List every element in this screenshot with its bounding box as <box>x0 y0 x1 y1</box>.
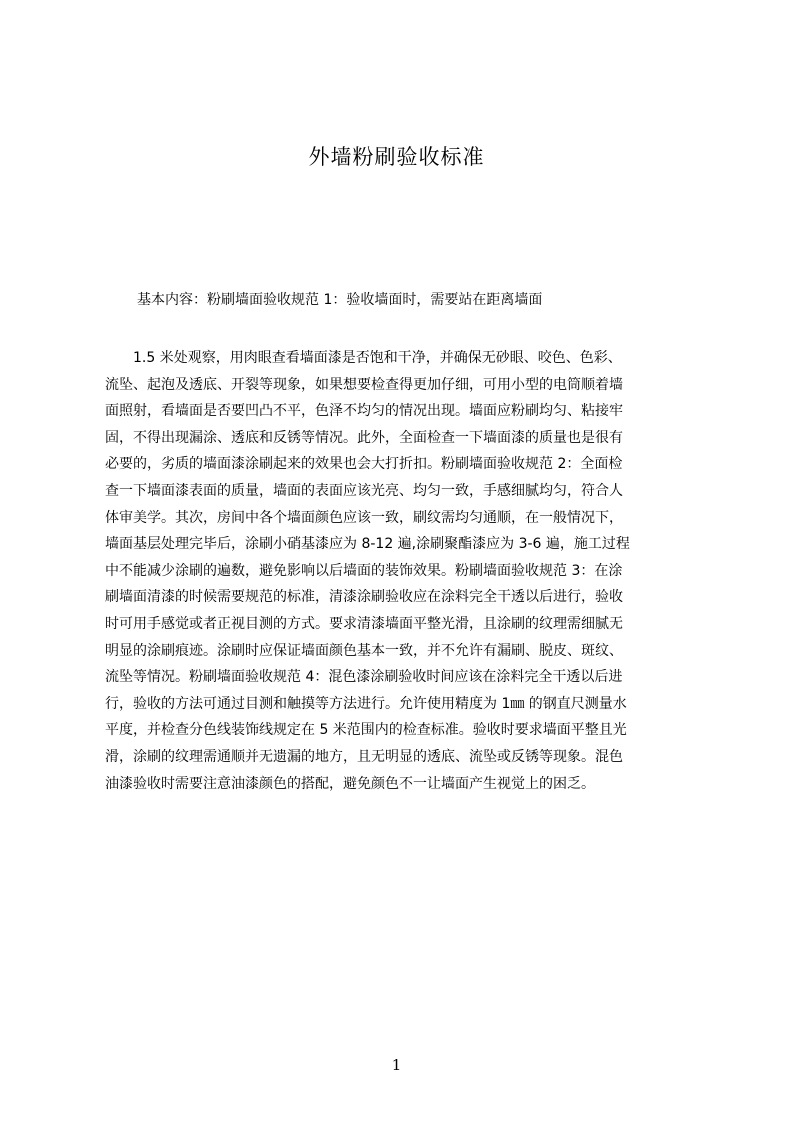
body-paragraph: 1.5 米处观察，用肉眼查看墙面漆是否饱和干净，并确保无砂眼、咬色、色彩、 流坠、起泡及透底、开裂等现象，如果想要检查得更加仔细，可用小型的电筒顺着墙 面照射，看墙面是否要凹凸不平，色泽不均匀的情况出现。墙面应粉刷均匀、粘接牢 固，不得出现漏涂、透底和反锈等情况。此外，全面检查一下墙面漆的质量也是很有 必要的，劣质的墙面漆涂刷起来的效果也会大打折扣。粉刷墙面验收规范 2：全面检 查一下墙面漆表面的质量，墙面的表面应该光亮、均匀一致，手感细腻均匀，符合人 体审美学。其次，房间中各个墙面颜色应该一致，刷纹需均匀通顺，在一般情况下， 墙面基层处理完毕后，涂刷小硝基漆应为 8-12 遍,涂刷聚酯漆应为 3-6 遍，施工过程 中不能减少涂刷的遍数，避免影响以后墙面的装饰效果。粉刷墙面验收规范 3：在涂 刷墙面清漆的时候需要规范的标准，清漆涂刷验收应在涂料完全干透以后进行，验收 时可用手感觉或者正视目测的方式。要求清漆墙面平整光滑，且涂刷的纹理需细腻无 明显的涂刷痕迹。涂刷时应保证墙面颜色基本一致，并不允许有漏刷、脱皮、斑纹、 流坠等情况。粉刷墙面验收规范 4：混色漆涂刷验收时间应该在涂料完全干透以后进 行，验收的方法可通过目测和触摸等方法进行。允许使用精度为 1㎜ 的钢直尺测量水 平度，并检查分色线装饰线规定在 5 米范围内的检查标准。验收时要求墙面平整且光 滑，涂刷的纹理需通顺并无遗漏的地方，且无明显的透底、流坠或反锈等现象。混色 油漆验收时需要注意油漆颜色的搭配，避免颜色不一让墙面产生视觉上的困乏。 <box>105 350 630 792</box>
page-title: 外墙粉刷验收标准 <box>308 145 485 169</box>
page-number: 1 <box>391 1056 402 1074</box>
intro-paragraph: 基本内容：粉刷墙面验收规范 1：验收墙面时，需要站在距离墙面 <box>137 292 543 308</box>
